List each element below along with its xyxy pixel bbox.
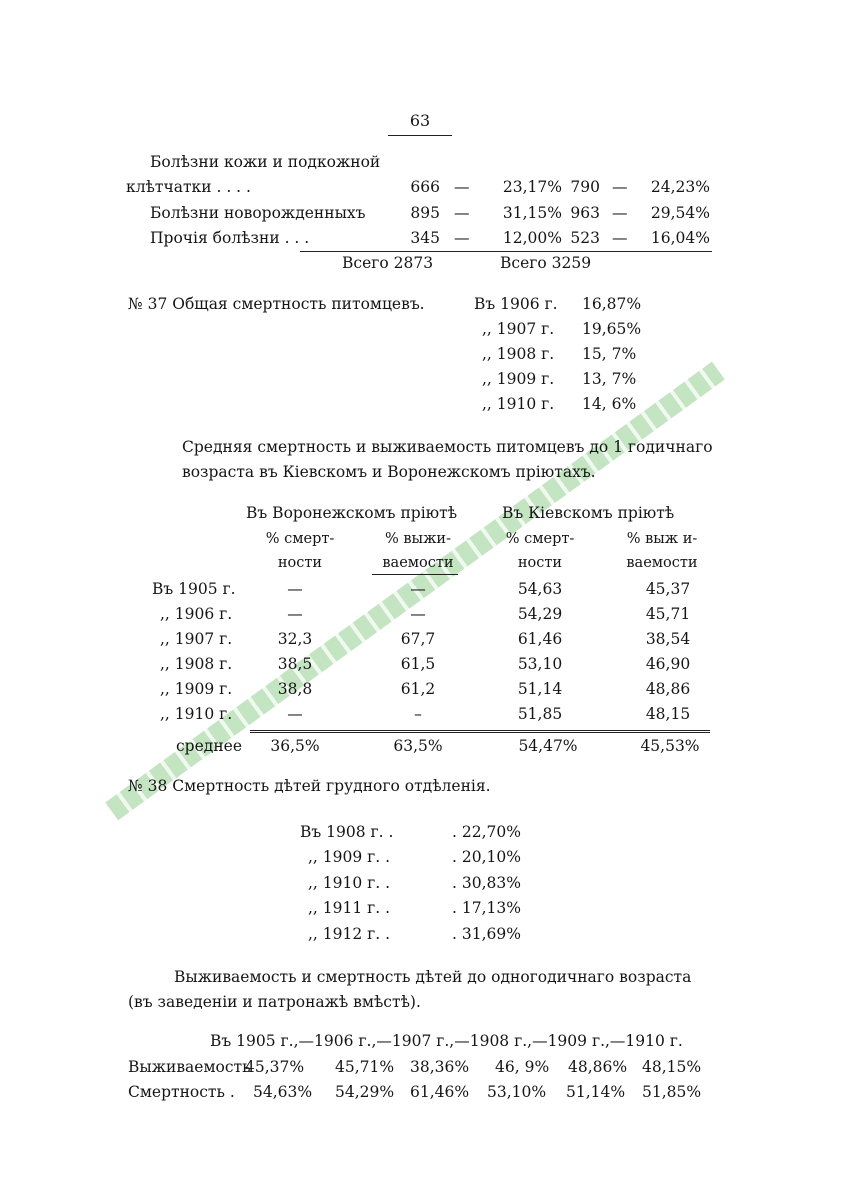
page-number-underline — [388, 135, 452, 136]
header-underline — [372, 574, 458, 575]
disease-p2: 24,23% — [650, 178, 710, 196]
section-37-title: № 37 Общая смертность питомцевъ. — [128, 295, 425, 313]
avg-k2: 38,54 — [645, 630, 691, 648]
avg-k1: 61,46 — [517, 630, 563, 648]
col-header: ности — [277, 555, 323, 571]
col-header: ности — [517, 555, 563, 571]
avg-k1: 54,63 — [517, 580, 563, 598]
mortality-value: 51,14% — [566, 1083, 626, 1101]
disease-n2: 963 — [570, 204, 600, 222]
disease-name-line1: Болѣзни кожи и подкожной — [150, 153, 381, 171]
survival-value: 48,15% — [642, 1058, 702, 1076]
sec38-year: ,, 1909 г. . — [308, 848, 391, 866]
avg-k1: 54,29 — [517, 605, 563, 623]
avg-v2: — — [410, 605, 426, 623]
col-group-voronezh: Въ Воронежскомъ пріютѣ — [246, 504, 458, 522]
mortality-label: Смертность . — [128, 1083, 235, 1101]
disease-p1: 12,00% — [502, 229, 562, 247]
disease-n1: 895 — [410, 204, 440, 222]
avg-year: ,, 1910 г. — [160, 705, 233, 723]
sec38-year: ,, 1910 г. . — [308, 874, 391, 892]
avg-k2: 48,86 — [645, 680, 691, 698]
avg-mean-k1: 54,47% — [518, 737, 578, 755]
disease-p2: 29,54% — [650, 204, 710, 222]
sec38-value: . 22,70% — [452, 823, 521, 841]
mortality-value: 51,85% — [642, 1083, 702, 1101]
total-rule — [300, 251, 712, 252]
sec37-value: 14, 6% — [582, 395, 637, 413]
disease-name: клѣтчатки . . . . — [126, 178, 251, 196]
avg-year: ,, 1908 г. — [160, 655, 233, 673]
section-38-title: № 38 Смертность дѣтей грудного отдѣленія. — [128, 777, 491, 795]
col-header: ваемости — [382, 555, 454, 571]
survival-heading-line1: Выживаемость и смертность дѣтей до одногодичнаго возраста — [174, 968, 692, 986]
avg-v1: — — [287, 605, 303, 623]
avg-v1: 38,8 — [277, 680, 313, 698]
avg-k1: 51,85 — [517, 705, 563, 723]
sec37-year: ,, 1910 г. — [482, 395, 555, 413]
avg-k2: 45,37 — [645, 580, 691, 598]
avg-year: Въ 1905 г. — [152, 580, 236, 598]
avg-mean-k2: 45,53% — [640, 737, 700, 755]
avg-heading-line1: Средняя смертность и выживаемость питомцевъ до 1 годичнаго — [182, 438, 713, 456]
survival-value: 45,37% — [245, 1058, 305, 1076]
page-number: 63 — [409, 111, 431, 130]
survival-years: Въ 1905 г.,—1906 г.,—1907 г.,—1908 г.,—1909 г.,—1910 г. — [210, 1032, 683, 1050]
mortality-value: 53,10% — [487, 1083, 547, 1101]
avg-v2: 67,7 — [400, 630, 436, 648]
survival-value: 48,86% — [568, 1058, 628, 1076]
col-header: % смерт- — [265, 531, 335, 547]
avg-k2: 45,71 — [645, 605, 691, 623]
sec37-year: Въ 1906 г. — [474, 295, 558, 313]
avg-v1: 32,3 — [277, 630, 313, 648]
sec38-year: ,, 1912 г. . — [308, 925, 391, 943]
average-rule — [250, 730, 710, 733]
survival-value: 45,71% — [335, 1058, 395, 1076]
disease-n2: 790 — [570, 178, 600, 196]
survival-value: 38,36% — [410, 1058, 470, 1076]
disease-p2: 16,04% — [650, 229, 710, 247]
disease-n1: 666 — [410, 178, 440, 196]
sec37-year: ,, 1909 г. — [482, 370, 555, 388]
col-header: % смерт- — [505, 531, 575, 547]
total-1: Всего 2873 — [342, 254, 434, 272]
survival-heading-line2: (въ заведеніи и патронажѣ вмѣстѣ). — [128, 993, 421, 1011]
total-2: Всего 3259 — [500, 254, 592, 272]
avg-v2: 61,5 — [400, 655, 436, 673]
survival-value: 46, 9% — [495, 1058, 550, 1076]
mortality-value: 54,29% — [335, 1083, 395, 1101]
avg-mean-v2: 63,5% — [393, 737, 443, 755]
col-group-kiev: Въ Кіевскомъ пріютѣ — [502, 504, 675, 522]
sec38-year: ,, 1911 г. . — [308, 899, 391, 917]
avg-k1: 51,14 — [517, 680, 563, 698]
avg-v2: — — [410, 580, 426, 598]
sec37-year: ,, 1908 г. — [482, 345, 555, 363]
mortality-value: 61,46% — [410, 1083, 470, 1101]
sec38-value: . 30,83% — [452, 874, 521, 892]
col-header: ваемости — [626, 555, 698, 571]
disease-p1: 23,17% — [502, 178, 562, 196]
disease-name: Болѣзни новорожденныхъ — [150, 204, 366, 222]
avg-year: ,, 1909 г. — [160, 680, 233, 698]
sec38-year: Въ 1908 г. . — [300, 823, 394, 841]
avg-mean-v1: 36,5% — [270, 737, 320, 755]
sec37-value: 19,65% — [582, 320, 642, 338]
avg-v1: 38,5 — [277, 655, 313, 673]
disease-name: Прочія болѣзни . . . — [150, 229, 310, 247]
document-page: 63 Болѣзни кожи и подкожной клѣтчатки . . . . 666 — 23,17% 790 — 24,23% Болѣзни новорожденныхъ 895 — 31,15% 963 — 29,54% Прочія болѣзни . . . 345 — 12,00% 523 — 16,04% Всего 2873 Всего 3259 № 37 Общая смертность питомцевъ. Въ 1906 г. 16,87% ,, 1907 г. 19,65% ,, 1908 г. 15, 7% ,, 1909 г. 13, 7% ,, 1910 г. 14, 6% Средняя смертность и выживаемость питомцевъ до 1 годичнаго возраста въ Кіевскомъ и Воронежскомъ пріютахъ. Въ Воронежскомъ пріютѣ Въ Кіевскомъ пріютѣ % смерт- ности % выжи- ваемости % смерт- ности % выж и- ваемости Въ 1905 г. — — 54,63 45,37 ,, 1906 г. — — 54,29 45,71 ,, 1907 г. 32,3 67,7 61,46 38,54 ,, 1908 г. 38,5 61,5 53,10 46,90 ,, 1909 г. 38,8 61,2 51,14 48,86 ,, 1910 г. — – 51,85 48,15 среднее 36,5% 63,5% 54,47% 45,53% № 38 Смертность дѣтей грудного отдѣленія. Въ 1908 г. . . 22,70% ,, 1909 г. . . 20,10% ,, 1910 г. . . 30,83% ,, 1911 г. . . 17,13% ,, 1912 г. . . 31,69% Выживаемость и смертность дѣтей до одногодичнаго возраста (въ заведеніи и патронажѣ вмѣстѣ). Въ 1905 г.,—1906 г.,—1907 г.,—1908 г.,—1909 г.,—1910 г. Выживаемость 45,37% 45,71% 38,36% 46, 9% 48,86% 48,15% Смертность . 54,63% 54,29% 61,46% 53,10% 51,14% 51,85% — [0, 0, 841, 1193]
sec37-year: ,, 1907 г. — [482, 320, 555, 338]
avg-k2: 48,15 — [645, 705, 691, 723]
avg-heading-line2: возраста въ Кіевскомъ и Воронежскомъ пріютахъ. — [182, 463, 596, 481]
mortality-value: 54,63% — [253, 1083, 313, 1101]
average-label: среднее — [176, 737, 242, 755]
avg-v1: — — [287, 580, 303, 598]
sec37-value: 13, 7% — [582, 370, 637, 388]
sec37-value: 16,87% — [582, 295, 642, 313]
sec38-value: . 17,13% — [452, 899, 521, 917]
avg-v1: — — [287, 705, 303, 723]
avg-v2: – — [414, 705, 422, 723]
survival-label: Выживаемость — [128, 1058, 251, 1076]
disease-n2: 523 — [570, 229, 600, 247]
sec37-value: 15, 7% — [582, 345, 637, 363]
avg-year: ,, 1906 г. — [160, 605, 233, 623]
avg-k1: 53,10 — [517, 655, 563, 673]
avg-k2: 46,90 — [645, 655, 691, 673]
sec38-value: . 20,10% — [452, 848, 521, 866]
disease-n1: 345 — [410, 229, 440, 247]
col-header: % выжи- — [385, 531, 451, 547]
col-header: % выж и- — [626, 531, 698, 547]
disease-p1: 31,15% — [502, 204, 562, 222]
sec38-value: . 31,69% — [452, 925, 521, 943]
avg-v2: 61,2 — [400, 680, 436, 698]
avg-year: ,, 1907 г. — [160, 630, 233, 648]
